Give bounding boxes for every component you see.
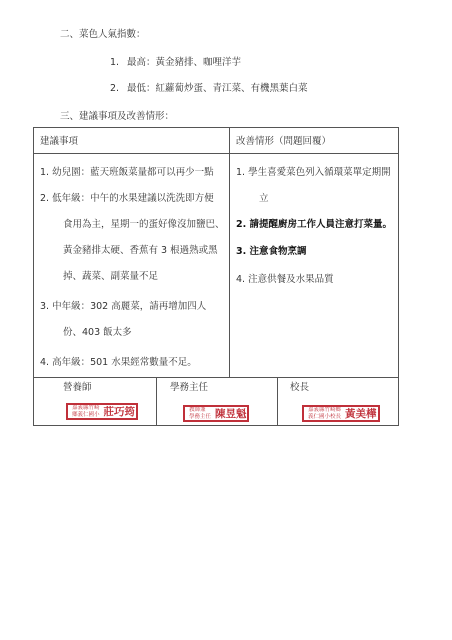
suggestion-line: 2. 低年級：中午的水果建議以洗洗即方便 — [40, 193, 214, 204]
response-line: 4. 注意供餐及水果品質 — [236, 274, 334, 285]
signature-label-director: 學務主任 — [170, 382, 209, 393]
signature-label-principal: 校長 — [290, 382, 310, 393]
section2-item-2-text: 最低：紅蘿蔔炒蛋、青江菜、有機黑葉白菜 — [127, 83, 308, 94]
response-line: 1. 學生喜愛菜色列入循環菜單定期開 — [236, 167, 391, 178]
response-line: 立 — [259, 193, 269, 204]
stamp-name: 莊巧筠 — [103, 406, 136, 418]
section2-item-1-num: 1. — [110, 57, 120, 68]
stamp-org: 嘉義縣竹崎鄉 義仁國小校長 — [308, 406, 342, 420]
nutritionist-stamp — [66, 403, 138, 420]
section3-heading: 三、建議事項及改善情形： — [60, 111, 175, 122]
suggestion-line: 掉、蔬菜、副菜量不足 — [63, 271, 159, 282]
section2-item-1-text: 最高：黃金豬排、咖哩洋芋 — [127, 57, 242, 68]
principal-stamp — [302, 405, 380, 422]
suggestion-line: 份、403 飯太多 — [63, 327, 132, 338]
table-column-divider — [229, 127, 230, 378]
signature-label-nutritionist: 營養師 — [63, 382, 92, 393]
stamp-org: 嘉義縣竹崎 鄉義仁國小 — [72, 404, 100, 418]
stamp-name: 陳昱魁 — [215, 408, 247, 420]
suggestion-line: 1. 幼兒園：藍天班飯菜量都可以再少一點 — [40, 167, 214, 178]
signature-divider-1 — [156, 378, 157, 426]
stamp-org: 教師兼 學務主任 — [189, 406, 212, 420]
section2-item-2-num: 2. — [110, 83, 120, 94]
suggestion-line: 3. 中年級：302 高麗菜，請再增加四人 — [40, 301, 207, 312]
suggestion-line: 4. 高年級：501 水果經常數量不足。 — [40, 357, 197, 368]
response-header: 改善情形（問題回覆） — [236, 136, 332, 147]
table-header-divider — [33, 153, 399, 154]
section2-heading: 二、菜色人氣指數： — [60, 29, 146, 40]
response-line: 2. 請提醒廚房工作人員注意打菜量。 — [236, 219, 393, 230]
signature-divider-2 — [277, 378, 278, 426]
suggestion-line: 黃金豬排太硬、香蕉有 3 根過熟或黑 — [63, 245, 218, 256]
suggestion-line: 食用為主，星期一的蛋好像沒加鹽巴、 — [63, 219, 225, 230]
director-stamp — [183, 405, 249, 422]
stamp-name: 黃美樺 — [345, 408, 377, 420]
suggestion-header: 建議事項 — [40, 136, 79, 147]
response-line: 3. 注意食物烹調 — [236, 246, 307, 257]
